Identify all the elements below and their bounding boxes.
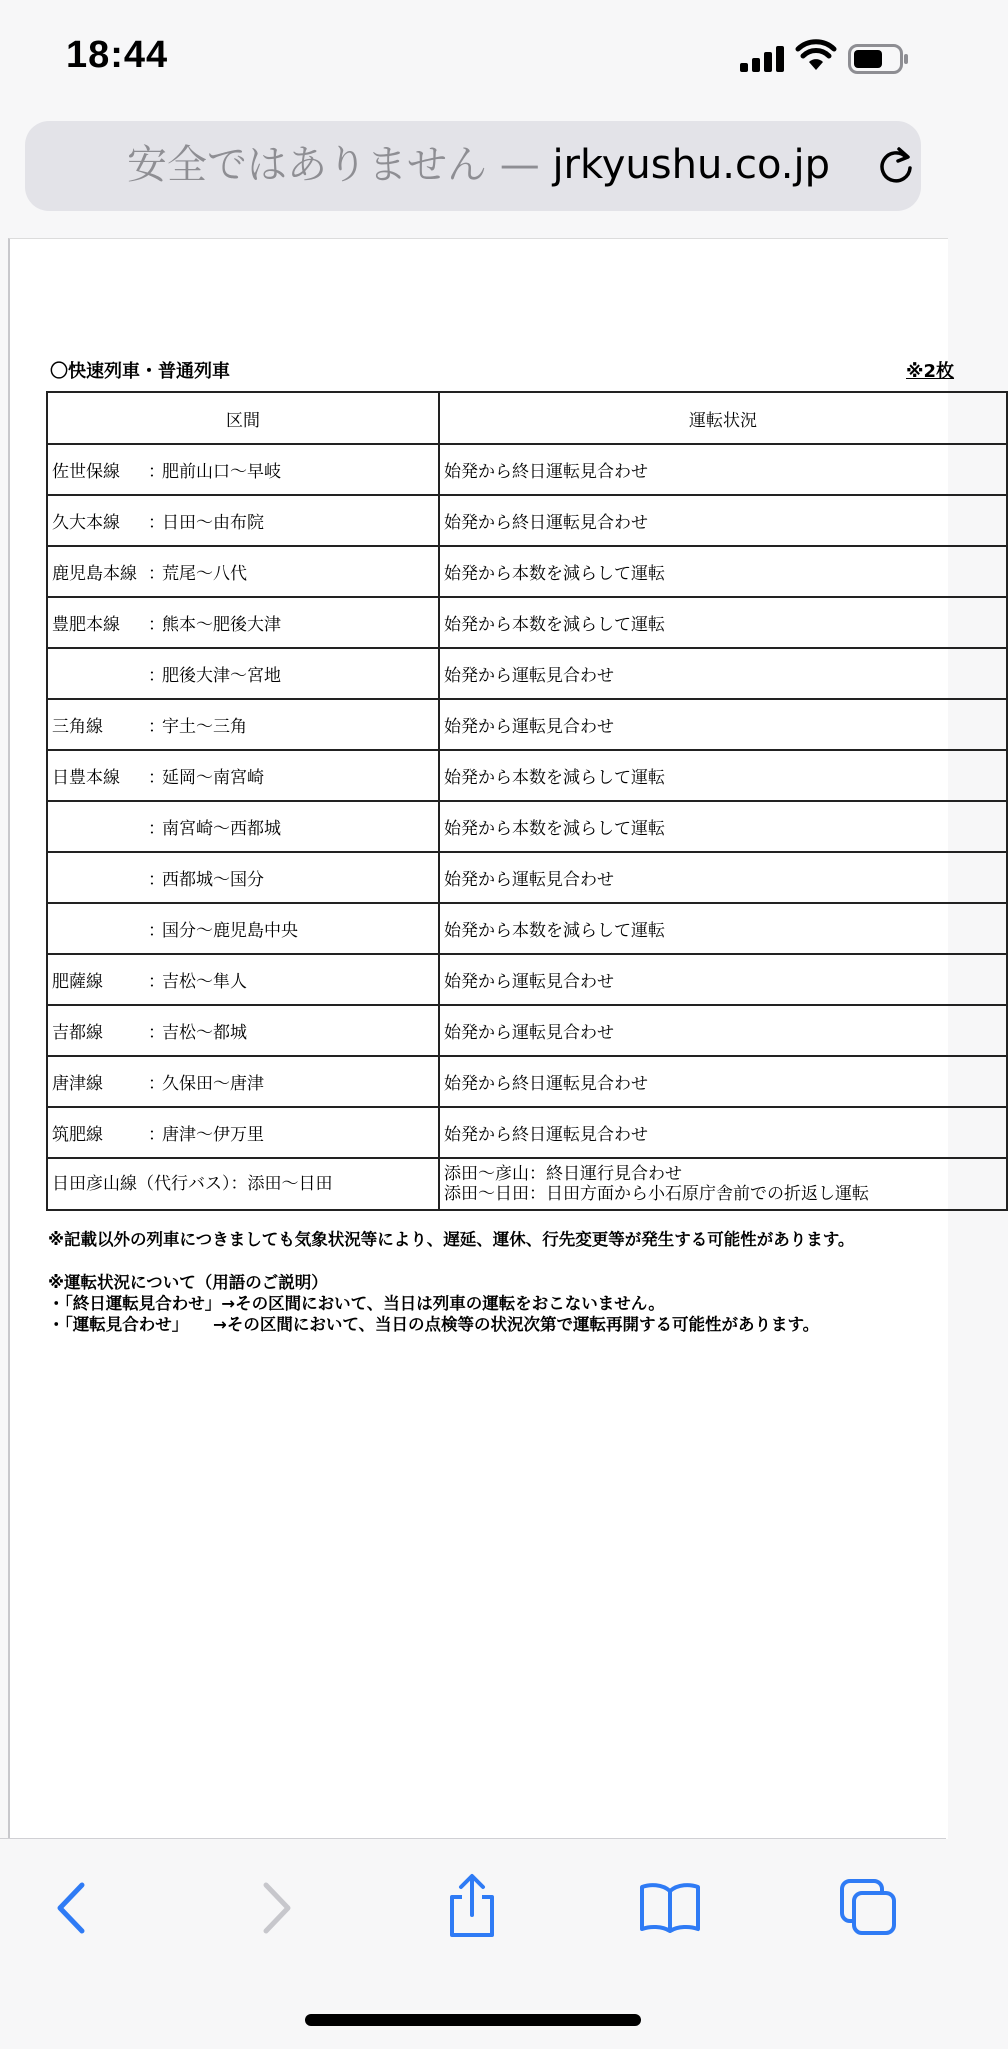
separator: ： <box>148 870 165 890</box>
header-section: 区間 <box>47 392 439 444</box>
line-name: 鹿児島本線 <box>52 564 137 584</box>
separator: ： <box>148 615 165 635</box>
table-row <box>47 1158 1007 1210</box>
separator: ： <box>148 1125 165 1145</box>
status-cell: 始発から終日運転見合わせ <box>439 444 1007 495</box>
section-cell: 日田彦山線（代行バス）：添田～日田 <box>47 1158 439 1210</box>
segment: 宇土～三角 <box>162 717 247 737</box>
table-row <box>47 1005 1007 1056</box>
segment: 肥前山口～早岐 <box>162 462 281 482</box>
header-status: 運転状況 <box>439 392 1007 444</box>
section-cell <box>47 801 439 852</box>
page-note: ※2枚 <box>906 361 955 382</box>
table-row <box>47 699 1007 750</box>
separator: ： <box>148 768 165 788</box>
segment: 南宮崎～西都城 <box>162 819 281 839</box>
section-cell <box>47 1056 439 1107</box>
status-cell: 始発から本数を減らして運転 <box>439 546 1007 597</box>
status-cell: 始発から終日運転見合わせ <box>439 1107 1007 1158</box>
table-row <box>47 597 1007 648</box>
url-text <box>127 139 830 191</box>
segment: 熊本～肥後大津 <box>162 615 281 635</box>
status-cell: 始発から終日運転見合わせ <box>439 1056 1007 1107</box>
line-name: 豊肥本線 <box>52 615 120 635</box>
separator: ： <box>148 513 165 533</box>
segment: 吉松～隼人 <box>162 972 247 992</box>
segment: 唐津～伊万里 <box>162 1125 264 1145</box>
separator: ： <box>148 1023 165 1043</box>
tabs-icon[interactable] <box>838 1877 898 1937</box>
section-title: 〇快速列車・普通列車 <box>50 361 230 382</box>
forward-icon <box>256 1879 296 1937</box>
status-cell: 始発から運転見合わせ <box>439 1005 1007 1056</box>
separator: ： <box>148 666 165 686</box>
status-cell: 始発から本数を減らして運転 <box>439 903 1007 954</box>
table-row <box>47 903 1007 954</box>
status-line: 添田～日田：日田方面から小石原庁舎前での折返し運転 <box>444 1184 869 1204</box>
separator: ： <box>148 921 165 941</box>
segment: 日田～由布院 <box>162 513 264 533</box>
separator: ： <box>148 972 165 992</box>
table-row <box>47 801 1007 852</box>
terms-title: ※運転状況について（用語のご説明） <box>48 1273 328 1292</box>
status-cell: 始発から運転見合わせ <box>439 699 1007 750</box>
line-name: 吉都線 <box>52 1023 103 1043</box>
line-name: 筑肥線 <box>52 1125 103 1145</box>
table-row <box>47 1107 1007 1158</box>
wifi-icon <box>796 40 836 72</box>
address-bar[interactable] <box>25 121 921 211</box>
segment: 西都城～国分 <box>162 870 264 890</box>
segment: 国分～鹿児島中央 <box>162 921 298 941</box>
reload-icon[interactable] <box>875 145 917 187</box>
status-cell: 始発から本数を減らして運転 <box>439 750 1007 801</box>
status-cell: 始発から運転見合わせ <box>439 648 1007 699</box>
line-name: 肥薩線 <box>52 972 103 992</box>
table-row <box>47 444 1007 495</box>
line-name: 唐津線 <box>52 1074 103 1094</box>
status-bar <box>0 0 946 115</box>
status-cell: 始発から本数を減らして運転 <box>439 597 1007 648</box>
url-domain: jrkyushu.co.jp <box>552 142 830 188</box>
operation-status-table <box>46 391 1008 1211</box>
term-2: ・「運転見合わせ」 →その区間において、当日の点検等の状況次第で運転再開する可能性があります。 <box>48 1315 820 1334</box>
table-row <box>47 954 1007 1005</box>
section-cell <box>47 1107 439 1158</box>
section-cell <box>47 546 439 597</box>
section-cell <box>47 1005 439 1056</box>
clock: 18:44 <box>66 34 169 76</box>
line-name: 日豊本線 <box>52 768 120 788</box>
line-name: 佐世保線 <box>52 462 120 482</box>
line-name: 三角線 <box>52 717 103 737</box>
status-cell <box>439 1158 1007 1210</box>
section-cell <box>47 444 439 495</box>
back-icon[interactable] <box>52 1879 92 1937</box>
term-1: ・「終日運転見合わせ」→その区間において、当日は列車の運転をおこないません。 <box>48 1294 665 1313</box>
warning-note: ※記載以外の列車につきましても気象状況等により、遅延、運休、行先変更等が発生する可能性があります。 <box>48 1230 855 1249</box>
section-cell <box>47 750 439 801</box>
status-cell: 始発から終日運転見合わせ <box>439 495 1007 546</box>
table-row <box>47 546 1007 597</box>
page-content <box>8 238 955 1839</box>
status-cell: 始発から運転見合わせ <box>439 954 1007 1005</box>
section-cell <box>47 954 439 1005</box>
status-line: 添田～彦山：終日運行見合わせ <box>444 1164 682 1184</box>
separator: ： <box>148 717 165 737</box>
section-cell <box>47 597 439 648</box>
not-secure-label: 安全ではありません — <box>127 142 540 188</box>
table-row <box>47 648 1007 699</box>
segment: 吉松～都城 <box>162 1023 247 1043</box>
segment: 延岡～南宮崎 <box>162 768 264 788</box>
bookmarks-icon[interactable] <box>638 1881 702 1933</box>
table-row <box>47 750 1007 801</box>
battery-icon <box>848 44 910 74</box>
separator: ： <box>148 564 165 584</box>
table-row <box>47 495 1007 546</box>
separator: ： <box>148 462 165 482</box>
section-cell <box>47 852 439 903</box>
table-row <box>47 852 1007 903</box>
segment: 肥後大津～宮地 <box>162 666 281 686</box>
section-cell <box>47 495 439 546</box>
notes <box>48 1229 854 1335</box>
share-icon[interactable] <box>444 1873 500 1939</box>
section-cell <box>47 648 439 699</box>
segment: 荒尾～八代 <box>162 564 247 584</box>
status-cell: 始発から運転見合わせ <box>439 852 1007 903</box>
home-indicator <box>305 2014 641 2026</box>
table-header-row <box>47 392 1007 444</box>
line-name: 久大本線 <box>52 513 120 533</box>
cellular-signal-icon <box>740 46 786 72</box>
separator: ： <box>148 1074 165 1094</box>
section-cell <box>47 699 439 750</box>
segment: 久保田～唐津 <box>162 1074 264 1094</box>
separator: ： <box>148 819 165 839</box>
section-cell <box>47 903 439 954</box>
table-row <box>47 1056 1007 1107</box>
status-cell: 始発から本数を減らして運転 <box>439 801 1007 852</box>
